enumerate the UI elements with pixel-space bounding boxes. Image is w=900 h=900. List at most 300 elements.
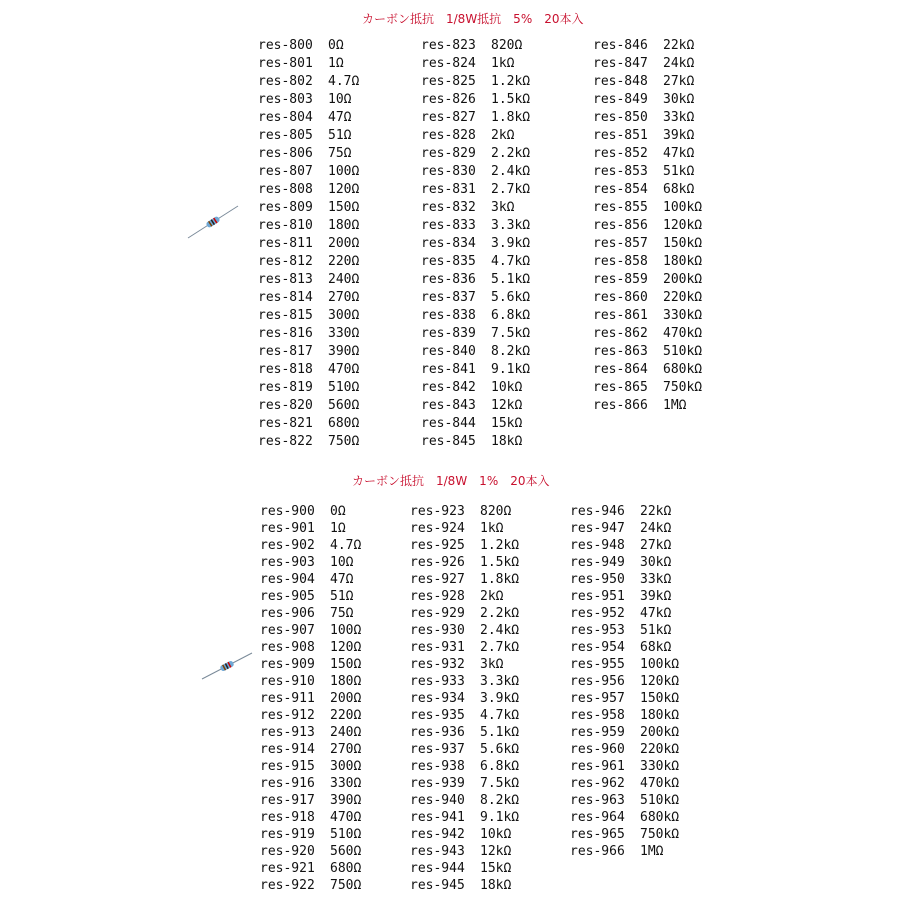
- part-code: res-845: [421, 434, 476, 449]
- list-item: [258, 397, 359, 415]
- part-code: res-863: [593, 344, 648, 359]
- part-code: res-908: [260, 640, 315, 655]
- list-item: [258, 415, 359, 433]
- part-code: res-803: [258, 92, 313, 107]
- list-item: [410, 554, 519, 571]
- list-item: [593, 361, 702, 379]
- list-item: [258, 37, 359, 55]
- part-code: res-923: [410, 504, 465, 519]
- list-item: [258, 181, 359, 199]
- part-code: res-851: [593, 128, 648, 143]
- list-item: [593, 289, 702, 307]
- resistance-value: 1kΩ: [491, 56, 515, 71]
- part-code: res-866: [593, 398, 648, 413]
- resistance-value: 150kΩ: [663, 236, 703, 251]
- part-code: res-842: [421, 380, 476, 395]
- list-item: [410, 605, 519, 622]
- part-code: res-935: [410, 708, 465, 723]
- part-code: res-910: [260, 674, 315, 689]
- resistance-value: 390Ω: [330, 793, 362, 808]
- part-code: res-836: [421, 272, 476, 287]
- list-item: [410, 588, 519, 605]
- list-item: [570, 588, 679, 605]
- list-item: [570, 724, 679, 741]
- list-item: [593, 235, 702, 253]
- part-code: res-806: [258, 146, 313, 161]
- part-code: res-830: [421, 164, 476, 179]
- part-code: res-962: [570, 776, 625, 791]
- list-item: [570, 673, 679, 690]
- resistance-value: 24kΩ: [640, 521, 672, 536]
- resistance-value: 51Ω: [328, 128, 352, 143]
- resistance-value: 180kΩ: [640, 708, 680, 723]
- list-item: [410, 707, 519, 724]
- list-item: [258, 235, 359, 253]
- part-code: res-916: [260, 776, 315, 791]
- part-code: res-939: [410, 776, 465, 791]
- list-item: [260, 690, 361, 707]
- resistance-value: 12kΩ: [491, 398, 523, 413]
- part-code: res-844: [421, 416, 476, 431]
- list-item: [593, 145, 702, 163]
- resistance-value: 300Ω: [328, 308, 360, 323]
- part-code: res-944: [410, 861, 465, 876]
- part-code: res-926: [410, 555, 465, 570]
- part-code: res-958: [570, 708, 625, 723]
- part-code: res-821: [258, 416, 313, 431]
- resistance-value: 15kΩ: [491, 416, 523, 431]
- resistance-value: 750Ω: [328, 434, 360, 449]
- resistance-value: 33kΩ: [663, 110, 695, 125]
- resistance-value: 5.1kΩ: [480, 725, 520, 740]
- part-code: res-957: [570, 691, 625, 706]
- part-code: res-966: [570, 844, 625, 859]
- part-code: res-927: [410, 572, 465, 587]
- part-code: res-922: [260, 878, 315, 893]
- list-item: [570, 775, 679, 792]
- list-item: [570, 520, 679, 537]
- list-item: [410, 775, 519, 792]
- part-code: res-822: [258, 434, 313, 449]
- list-item: [570, 690, 679, 707]
- part-code: res-902: [260, 538, 315, 553]
- resistance-value: 330kΩ: [663, 308, 703, 323]
- part-code: res-811: [258, 236, 313, 251]
- part-code: res-907: [260, 623, 315, 638]
- resistance-value: 3.3kΩ: [491, 218, 531, 233]
- part-code: res-812: [258, 254, 313, 269]
- list-item: [258, 289, 359, 307]
- part-code: res-943: [410, 844, 465, 859]
- list-item: [593, 109, 702, 127]
- part-code: res-951: [570, 589, 625, 604]
- list-item: [421, 109, 530, 127]
- part-code: res-820: [258, 398, 313, 413]
- resistance-value: 510kΩ: [640, 793, 680, 808]
- list-item: [410, 673, 519, 690]
- list-item: [421, 235, 530, 253]
- part-code: res-933: [410, 674, 465, 689]
- list-item: [260, 877, 361, 894]
- resistance-value: 47kΩ: [663, 146, 695, 161]
- list-item: [260, 503, 361, 520]
- list-item: [593, 181, 702, 199]
- resistance-value: 390Ω: [328, 344, 360, 359]
- resistance-value: 150kΩ: [640, 691, 680, 706]
- part-code: res-833: [421, 218, 476, 233]
- list-item: [421, 307, 530, 325]
- resistance-value: 1.5kΩ: [491, 92, 531, 107]
- list-item: [570, 707, 679, 724]
- part-code: res-928: [410, 589, 465, 604]
- part-code: res-915: [260, 759, 315, 774]
- list-item: [410, 571, 519, 588]
- resistance-value: 8.2kΩ: [491, 344, 531, 359]
- list-item: [260, 605, 361, 622]
- list-item: [593, 307, 702, 325]
- resistance-value: 1.2kΩ: [480, 538, 520, 553]
- part-code: res-848: [593, 74, 648, 89]
- part-code: res-800: [258, 38, 313, 53]
- resistance-value: 10Ω: [330, 555, 354, 570]
- part-code: res-832: [421, 200, 476, 215]
- resistance-value: 680kΩ: [640, 810, 680, 825]
- list-item: [258, 127, 359, 145]
- part-code: res-858: [593, 254, 648, 269]
- list-item: [421, 55, 530, 73]
- part-code: res-861: [593, 308, 648, 323]
- list-item: [260, 809, 361, 826]
- list-item: [260, 656, 361, 673]
- resistance-value: 4.7Ω: [328, 74, 360, 89]
- list-item: [570, 792, 679, 809]
- part-code: res-814: [258, 290, 313, 305]
- part-code: res-929: [410, 606, 465, 621]
- part-code: res-904: [260, 572, 315, 587]
- part-code: res-864: [593, 362, 648, 377]
- list-item: [593, 325, 702, 343]
- resistance-value: 180kΩ: [663, 254, 703, 269]
- resistance-value: 1MΩ: [663, 398, 687, 413]
- part-code: res-855: [593, 200, 648, 215]
- list-item: [570, 537, 679, 554]
- part-code: res-860: [593, 290, 648, 305]
- resistance-value: 33kΩ: [640, 572, 672, 587]
- resistance-value: 1MΩ: [640, 844, 664, 859]
- list-item: [260, 792, 361, 809]
- resistance-value: 2.4kΩ: [480, 623, 520, 638]
- part-code: res-938: [410, 759, 465, 774]
- list-item: [260, 639, 361, 656]
- list-item: [258, 109, 359, 127]
- resistance-value: 270Ω: [330, 742, 362, 757]
- resistance-value: 18kΩ: [480, 878, 512, 893]
- resistance-value: 820Ω: [491, 38, 523, 53]
- resistance-value: 2.2kΩ: [480, 606, 520, 621]
- list-item: [593, 73, 702, 91]
- resistance-value: 180Ω: [330, 674, 362, 689]
- list-item: [410, 792, 519, 809]
- part-code: res-948: [570, 538, 625, 553]
- list-item: [570, 843, 679, 860]
- resistance-value: 680kΩ: [663, 362, 703, 377]
- part-code: res-825: [421, 74, 476, 89]
- list-item: [410, 622, 519, 639]
- list-item: [421, 181, 530, 199]
- resistance-value: 6.8kΩ: [491, 308, 531, 323]
- part-code: res-823: [421, 38, 476, 53]
- resistance-value: 180Ω: [328, 218, 360, 233]
- part-code: res-804: [258, 110, 313, 125]
- list-item: [410, 503, 519, 520]
- part-code: res-937: [410, 742, 465, 757]
- resistance-value: 3.9kΩ: [480, 691, 520, 706]
- part-code: res-807: [258, 164, 313, 179]
- part-code: res-839: [421, 326, 476, 341]
- list-item: [570, 622, 679, 639]
- resistance-value: 200Ω: [330, 691, 362, 706]
- part-code: res-952: [570, 606, 625, 621]
- list-item: [260, 554, 361, 571]
- part-code: res-936: [410, 725, 465, 740]
- list-item: [593, 343, 702, 361]
- resistance-value: 2.7kΩ: [491, 182, 531, 197]
- list-item: [258, 325, 359, 343]
- list-item: [410, 690, 519, 707]
- list-item: [593, 271, 702, 289]
- list-item: [421, 325, 530, 343]
- resistance-value: 4.7kΩ: [491, 254, 531, 269]
- list-item: [593, 91, 702, 109]
- list-item: [410, 724, 519, 741]
- part-code: res-901: [260, 521, 315, 536]
- list-item: [593, 253, 702, 271]
- resistance-value: 27kΩ: [640, 538, 672, 553]
- part-code: res-941: [410, 810, 465, 825]
- part-code: res-856: [593, 218, 648, 233]
- list-item: [593, 397, 702, 415]
- list-item: [260, 571, 361, 588]
- resistance-value: 0Ω: [330, 504, 346, 519]
- part-code: res-831: [421, 182, 476, 197]
- part-code: res-919: [260, 827, 315, 842]
- list-item: [258, 271, 359, 289]
- list-item: [260, 826, 361, 843]
- part-code: res-918: [260, 810, 315, 825]
- part-code: res-942: [410, 827, 465, 842]
- part-code: res-824: [421, 56, 476, 71]
- resistance-value: 15kΩ: [480, 861, 512, 876]
- resistance-value: 47kΩ: [640, 606, 672, 621]
- list-item: [570, 656, 679, 673]
- resistance-value: 120kΩ: [663, 218, 703, 233]
- resistance-value: 75Ω: [328, 146, 352, 161]
- list-item: [258, 91, 359, 109]
- resistance-value: 6.8kΩ: [480, 759, 520, 774]
- list-item: [410, 656, 519, 673]
- list-item: [570, 758, 679, 775]
- part-code: res-840: [421, 344, 476, 359]
- list-item: [260, 707, 361, 724]
- part-code: res-808: [258, 182, 313, 197]
- list-item: [421, 397, 530, 415]
- list-item: [421, 271, 530, 289]
- part-code: res-865: [593, 380, 648, 395]
- list-item: [593, 379, 702, 397]
- resistance-value: 220Ω: [328, 254, 360, 269]
- list-item: [410, 741, 519, 758]
- resistance-value: 8.2kΩ: [480, 793, 520, 808]
- resistance-value: 150Ω: [328, 200, 360, 215]
- resistance-value: 470Ω: [330, 810, 362, 825]
- resistance-value: 4.7Ω: [330, 538, 362, 553]
- resistance-value: 10kΩ: [491, 380, 523, 395]
- list-item: [258, 199, 359, 217]
- resistance-value: 51kΩ: [663, 164, 695, 179]
- resistance-value: 200kΩ: [640, 725, 680, 740]
- part-code: res-934: [410, 691, 465, 706]
- part-code: res-911: [260, 691, 315, 706]
- part-code: res-859: [593, 272, 648, 287]
- resistance-value: 680Ω: [330, 861, 362, 876]
- part-code: res-900: [260, 504, 315, 519]
- list-item: [570, 741, 679, 758]
- resistance-value: 100kΩ: [663, 200, 703, 215]
- section-5pct-column-1: [258, 37, 359, 451]
- list-item: [593, 55, 702, 73]
- resistance-value: 4.7kΩ: [480, 708, 520, 723]
- resistance-value: 22kΩ: [640, 504, 672, 519]
- resistance-value: 27kΩ: [663, 74, 695, 89]
- part-code: res-829: [421, 146, 476, 161]
- list-item: [410, 860, 519, 877]
- resistance-value: 30kΩ: [663, 92, 695, 107]
- resistance-value: 470Ω: [328, 362, 360, 377]
- part-code: res-852: [593, 146, 648, 161]
- part-code: res-955: [570, 657, 625, 672]
- resistance-value: 2kΩ: [480, 589, 504, 604]
- list-item: [421, 253, 530, 271]
- resistance-value: 9.1kΩ: [480, 810, 520, 825]
- list-item: [258, 343, 359, 361]
- resistance-value: 330kΩ: [640, 759, 680, 774]
- part-code: res-930: [410, 623, 465, 638]
- resistance-value: 18kΩ: [491, 434, 523, 449]
- part-code: res-843: [421, 398, 476, 413]
- list-item: [421, 127, 530, 145]
- list-item: [421, 379, 530, 397]
- resistance-value: 470kΩ: [663, 326, 703, 341]
- part-code: res-953: [570, 623, 625, 638]
- part-code: res-837: [421, 290, 476, 305]
- list-item: [421, 199, 530, 217]
- part-code: res-802: [258, 74, 313, 89]
- resistance-value: 2.2kΩ: [491, 146, 531, 161]
- list-item: [570, 809, 679, 826]
- resistance-value: 5.6kΩ: [480, 742, 520, 757]
- list-item: [570, 605, 679, 622]
- list-item: [570, 826, 679, 843]
- resistance-value: 1Ω: [328, 56, 344, 71]
- list-item: [570, 571, 679, 588]
- resistance-value: 510Ω: [330, 827, 362, 842]
- part-code: res-850: [593, 110, 648, 125]
- list-item: [260, 724, 361, 741]
- part-code: res-815: [258, 308, 313, 323]
- resistance-value: 30kΩ: [640, 555, 672, 570]
- part-code: res-819: [258, 380, 313, 395]
- resistance-value: 3kΩ: [480, 657, 504, 672]
- resistance-value: 51kΩ: [640, 623, 672, 638]
- list-item: [260, 520, 361, 537]
- list-item: [421, 361, 530, 379]
- list-item: [421, 343, 530, 361]
- resistance-value: 750kΩ: [640, 827, 680, 842]
- list-item: [593, 199, 702, 217]
- list-item: [260, 843, 361, 860]
- part-code: res-959: [570, 725, 625, 740]
- resistance-value: 12kΩ: [480, 844, 512, 859]
- part-code: res-805: [258, 128, 313, 143]
- resistance-value: 22kΩ: [663, 38, 695, 53]
- resistance-value: 1.5kΩ: [480, 555, 520, 570]
- list-item: [593, 37, 702, 55]
- list-item: [258, 253, 359, 271]
- resistance-value: 51Ω: [330, 589, 354, 604]
- resistance-value: 1.2kΩ: [491, 74, 531, 89]
- part-code: res-946: [570, 504, 625, 519]
- list-item: [410, 809, 519, 826]
- part-code: res-809: [258, 200, 313, 215]
- resistance-value: 510Ω: [328, 380, 360, 395]
- part-code: res-956: [570, 674, 625, 689]
- part-code: res-960: [570, 742, 625, 757]
- resistance-value: 510kΩ: [663, 344, 703, 359]
- resistance-value: 820Ω: [480, 504, 512, 519]
- part-code: res-912: [260, 708, 315, 723]
- list-item: [260, 741, 361, 758]
- resistance-value: 5.1kΩ: [491, 272, 531, 287]
- resistance-value: 24kΩ: [663, 56, 695, 71]
- resistance-value: 3kΩ: [491, 200, 515, 215]
- part-code: res-945: [410, 878, 465, 893]
- resistance-value: 220kΩ: [640, 742, 680, 757]
- resistance-value: 7.5kΩ: [480, 776, 520, 791]
- part-code: res-920: [260, 844, 315, 859]
- list-item: [421, 163, 530, 181]
- resistance-value: 300Ω: [330, 759, 362, 774]
- resistance-value: 220kΩ: [663, 290, 703, 305]
- part-code: res-853: [593, 164, 648, 179]
- resistance-value: 3.3kΩ: [480, 674, 520, 689]
- list-item: [258, 361, 359, 379]
- list-item: [410, 877, 519, 894]
- part-code: res-924: [410, 521, 465, 536]
- part-code: res-854: [593, 182, 648, 197]
- resistance-value: 330Ω: [328, 326, 360, 341]
- section-title-1pct: カーボン抵抗 1/8W 1% 20本入: [352, 474, 550, 488]
- part-code: res-828: [421, 128, 476, 143]
- list-item: [593, 163, 702, 181]
- resistance-value: 750kΩ: [663, 380, 703, 395]
- resistance-value: 560Ω: [330, 844, 362, 859]
- list-item: [570, 639, 679, 656]
- resistance-value: 220Ω: [330, 708, 362, 723]
- part-code: res-846: [593, 38, 648, 53]
- part-code: res-838: [421, 308, 476, 323]
- part-code: res-950: [570, 572, 625, 587]
- resistance-value: 330Ω: [330, 776, 362, 791]
